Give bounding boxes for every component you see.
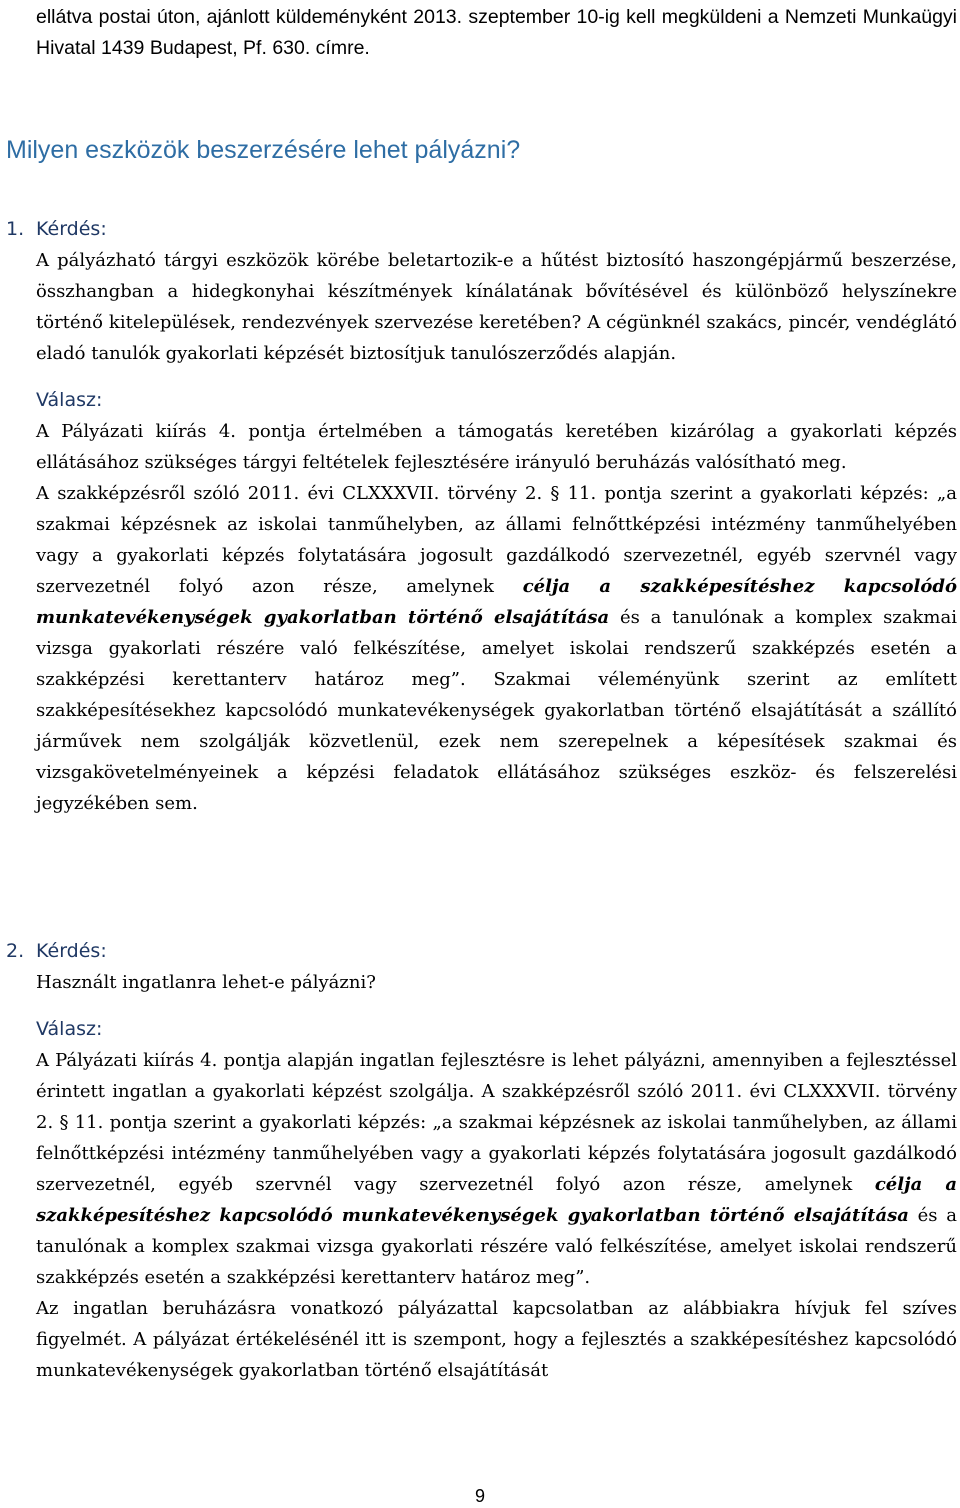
spacer bbox=[36, 998, 957, 1014]
answer-2-paragraph-2: Az ingatlan beruházásra vonatkozó pályázattal kapcsolatban az alábbiakra hívjuk fel szíves figyelmét. A pályázat értékelésénél itt is szempont, hogy a fejlesztés a szakképesítéshez kapcsolódó munkatevékenységek gyakorlatban történő elsajátítását bbox=[36, 1298, 957, 1381]
answer-1-label: Válasz: bbox=[36, 389, 103, 411]
answer-1-paragraph-2 bbox=[36, 478, 957, 819]
question-1-label: Kérdés: bbox=[36, 218, 107, 240]
question-2-label: Kérdés: bbox=[36, 940, 107, 962]
question-2-text: Használt ingatlanra lehet-e pályázni? bbox=[36, 972, 376, 993]
answer-1-emphasis: célja a szakképesítéshez kapcsolódó munkatevékenységek gyakorlatban történő elsajátítása bbox=[36, 576, 957, 628]
question-2-block bbox=[36, 936, 957, 1386]
question-1-block bbox=[36, 214, 957, 819]
answer-2-label: Válasz: bbox=[36, 1018, 103, 1040]
answer-2-paragraph-1 bbox=[36, 1045, 957, 1293]
answer-2-text-b: és a tanulónak a komplex szakmai vizsga gyakorlati részére való felkészítése, amelyet iskolai rendszerű szakképzés esetén a szakképzési kerettanterv határoz meg”. bbox=[36, 1205, 957, 1288]
answer-2-text-a: A Pályázati kiírás 4. pontja alapján ingatlan fejlesztésre is lehet pályázni, amennyiben a fejlesztéssel érintett ingatlan a gyakorlati képzést szolgálja. A szakképzésről szóló 2011. évi CLXXXVII. törvény 2. § 11. pontja szerint a gyakorlati képzés: „a szakmai képzésnek az iskolai tanműhelyben, az állami felnőttképzési intézmény tanműhelyében vagy a gyakorlati képzés folytatására jogosult gazdálkodó szervezetnél, egyéb szervnél vagy szervezetnél folyó azon része, amelynek bbox=[36, 1050, 957, 1195]
answer-1-paragraph-1: A Pályázati kiírás 4. pontja értelmében a támogatás keretében kizárólag a gyakorlati képzés ellátásához szükséges tárgyi feltételek fejlesztésére irányuló beruházás valósítható meg. bbox=[36, 421, 957, 473]
intro-text: ellátva postai úton, ajánlott küldeményként 2013. szeptember 10-ig kell megküldeni a Nemzeti Munkaügyi Hivatal 1439 Budapest, Pf. 630. címre. bbox=[36, 6, 957, 59]
question-2-number: 2. bbox=[6, 940, 25, 962]
answer-1-text-a: A szakképzésről szóló 2011. évi CLXXXVII. törvény 2. § 11. pontja szerint a gyakorlati képzés: „a szakmai képzésnek az iskolai tanműhelyben, az állami felnőttképzési intézmény tanműhelyében vagy a gyakorlati képzés folytatására jogosult gazdálkodó szervezetnél, egyéb szervnél vagy szervezetnél folyó azon része, amelynek bbox=[36, 483, 957, 597]
intro-paragraph bbox=[36, 2, 957, 64]
answer-1-text-b: és a tanulónak a komplex szakmai vizsga gyakorlati részére való felkészítése, amelyet iskolai rendszerű szakképzés esetén a szakképzési kerettanterv határoz meg”. Szakmai véleményünk szerint az említett szakképesítésekhez kapcsolódó munkatevékenységek gyakorlatban történő elsajátítását a szállító járművek nem szolgálják közvetlenül, ezek nem szerepelnek a képesítések szakmai és vizsgakövetelményeinek a képzési feladatok ellátásához szükséges eszköz- és felszerelési jegyzékében sem. bbox=[36, 607, 957, 814]
question-1-text: A pályázható tárgyi eszközök körébe beletartozik-e a hűtést biztosító haszongépjármű beszerzése, összhangban a hidegkonyhai készítmények kínálatának bővítésével és különböző helyszínekre történő kitelepülések, rendezvények szervezése keretében? A cégünknél szakács, pincér, vendéglátó eladó tanulók gyakorlati képzését biztosítjuk tanulószerződés alapján. bbox=[36, 250, 957, 364]
spacer bbox=[36, 369, 957, 385]
page-number: 9 bbox=[474, 1486, 485, 1506]
answer-2-emphasis: célja a szakképesítéshez kapcsolódó munkatevékenységek gyakorlatban történő elsajátítása bbox=[36, 1174, 958, 1226]
section-heading: Milyen eszközök beszerzésére lehet pályázni? bbox=[6, 136, 521, 164]
question-1-number: 1. bbox=[6, 218, 25, 240]
